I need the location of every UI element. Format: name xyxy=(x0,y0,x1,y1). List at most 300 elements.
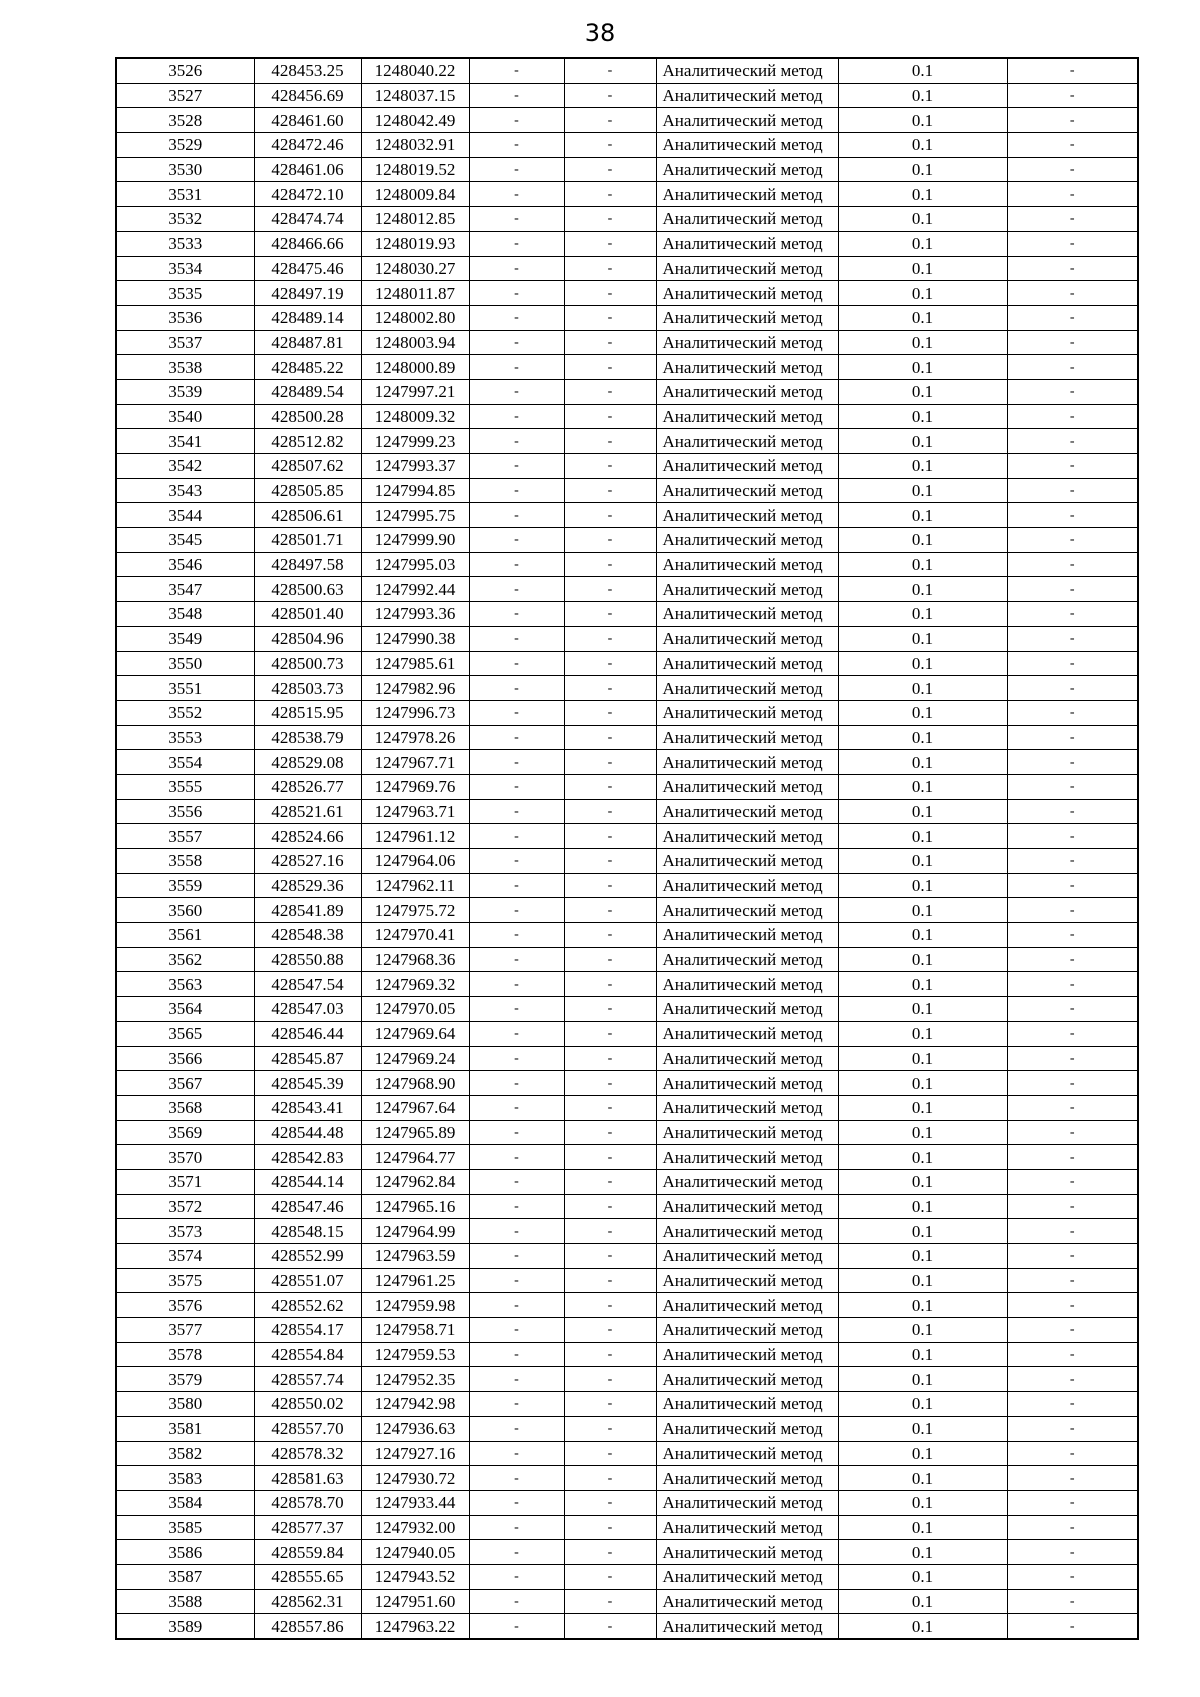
x-coordinate-cell: 428578.32 xyxy=(254,1441,361,1466)
column-4-cell: - xyxy=(469,83,564,108)
method-cell: Аналитический метод xyxy=(656,1515,838,1540)
column-4-cell: - xyxy=(469,947,564,972)
column-5-cell: - xyxy=(564,1194,656,1219)
column-8-cell: - xyxy=(1007,1318,1138,1343)
column-4-cell: - xyxy=(469,1564,564,1589)
column-5-cell: - xyxy=(564,1318,656,1343)
column-8-cell: - xyxy=(1007,651,1138,676)
y-coordinate-cell: 1248003.94 xyxy=(361,330,469,355)
column-4-cell: - xyxy=(469,1145,564,1170)
page-number: 38 xyxy=(584,19,616,47)
table-row xyxy=(116,1367,1138,1392)
column-4-cell: - xyxy=(469,849,564,874)
y-coordinate-cell: 1247963.22 xyxy=(361,1614,469,1639)
column-8-cell: - xyxy=(1007,1021,1138,1046)
accuracy-cell: 0.1 xyxy=(838,651,1007,676)
accuracy-cell: 0.1 xyxy=(838,379,1007,404)
column-4-cell: - xyxy=(469,1095,564,1120)
column-8-cell: - xyxy=(1007,1441,1138,1466)
column-4-cell: - xyxy=(469,1392,564,1417)
method-cell: Аналитический метод xyxy=(656,305,838,330)
method-cell: Аналитический метод xyxy=(656,503,838,528)
column-5-cell: - xyxy=(564,330,656,355)
column-5-cell: - xyxy=(564,849,656,874)
column-4-cell: - xyxy=(469,700,564,725)
table-body xyxy=(116,58,1138,1639)
y-coordinate-cell: 1247942.98 xyxy=(361,1392,469,1417)
column-5-cell: - xyxy=(564,528,656,553)
column-8-cell: - xyxy=(1007,133,1138,158)
table-row xyxy=(116,1416,1138,1441)
column-5-cell: - xyxy=(564,602,656,627)
accuracy-cell: 0.1 xyxy=(838,330,1007,355)
column-8-cell: - xyxy=(1007,824,1138,849)
method-cell: Аналитический метод xyxy=(656,1490,838,1515)
y-coordinate-cell: 1247995.75 xyxy=(361,503,469,528)
point-number-cell: 3544 xyxy=(116,503,254,528)
y-coordinate-cell: 1247933.44 xyxy=(361,1490,469,1515)
x-coordinate-cell: 428554.84 xyxy=(254,1342,361,1367)
table-row xyxy=(116,429,1138,454)
column-5-cell: - xyxy=(564,404,656,429)
table-row xyxy=(116,725,1138,750)
table-row xyxy=(116,1120,1138,1145)
accuracy-cell: 0.1 xyxy=(838,207,1007,232)
method-cell: Аналитический метод xyxy=(656,83,838,108)
point-number-cell: 3585 xyxy=(116,1515,254,1540)
y-coordinate-cell: 1247959.98 xyxy=(361,1293,469,1318)
column-4-cell: - xyxy=(469,799,564,824)
column-5-cell: - xyxy=(564,305,656,330)
y-coordinate-cell: 1247927.16 xyxy=(361,1441,469,1466)
point-number-cell: 3580 xyxy=(116,1392,254,1417)
table-row xyxy=(116,454,1138,479)
column-8-cell: - xyxy=(1007,231,1138,256)
point-number-cell: 3552 xyxy=(116,700,254,725)
column-5-cell: - xyxy=(564,1021,656,1046)
column-8-cell: - xyxy=(1007,1071,1138,1096)
accuracy-cell: 0.1 xyxy=(838,133,1007,158)
x-coordinate-cell: 428472.46 xyxy=(254,133,361,158)
table-row xyxy=(116,1540,1138,1565)
column-5-cell: - xyxy=(564,552,656,577)
point-number-cell: 3556 xyxy=(116,799,254,824)
table-row xyxy=(116,774,1138,799)
method-cell: Аналитический метод xyxy=(656,379,838,404)
column-4-cell: - xyxy=(469,1515,564,1540)
y-coordinate-cell: 1247997.21 xyxy=(361,379,469,404)
point-number-cell: 3551 xyxy=(116,676,254,701)
accuracy-cell: 0.1 xyxy=(838,626,1007,651)
accuracy-cell: 0.1 xyxy=(838,108,1007,133)
column-5-cell: - xyxy=(564,873,656,898)
y-coordinate-cell: 1247970.05 xyxy=(361,997,469,1022)
point-number-cell: 3574 xyxy=(116,1244,254,1269)
x-coordinate-cell: 428487.81 xyxy=(254,330,361,355)
column-4-cell: - xyxy=(469,1318,564,1343)
column-8-cell: - xyxy=(1007,182,1138,207)
column-8-cell: - xyxy=(1007,873,1138,898)
y-coordinate-cell: 1248011.87 xyxy=(361,281,469,306)
x-coordinate-cell: 428505.85 xyxy=(254,478,361,503)
column-4-cell: - xyxy=(469,330,564,355)
column-5-cell: - xyxy=(564,133,656,158)
point-number-cell: 3539 xyxy=(116,379,254,404)
y-coordinate-cell: 1248019.93 xyxy=(361,231,469,256)
x-coordinate-cell: 428557.86 xyxy=(254,1614,361,1639)
table-row xyxy=(116,923,1138,948)
column-8-cell: - xyxy=(1007,478,1138,503)
table-row xyxy=(116,552,1138,577)
x-coordinate-cell: 428497.19 xyxy=(254,281,361,306)
column-4-cell: - xyxy=(469,528,564,553)
accuracy-cell: 0.1 xyxy=(838,182,1007,207)
table-row xyxy=(116,824,1138,849)
column-5-cell: - xyxy=(564,478,656,503)
method-cell: Аналитический метод xyxy=(656,824,838,849)
method-cell: Аналитический метод xyxy=(656,404,838,429)
method-cell: Аналитический метод xyxy=(656,1540,838,1565)
column-5-cell: - xyxy=(564,972,656,997)
column-8-cell: - xyxy=(1007,355,1138,380)
x-coordinate-cell: 428557.74 xyxy=(254,1367,361,1392)
point-number-cell: 3541 xyxy=(116,429,254,454)
point-number-cell: 3560 xyxy=(116,898,254,923)
column-4-cell: - xyxy=(469,1614,564,1639)
x-coordinate-cell: 428500.28 xyxy=(254,404,361,429)
column-4-cell: - xyxy=(469,676,564,701)
x-coordinate-cell: 428544.14 xyxy=(254,1169,361,1194)
method-cell: Аналитический метод xyxy=(656,133,838,158)
x-coordinate-cell: 428562.31 xyxy=(254,1589,361,1614)
y-coordinate-cell: 1247964.06 xyxy=(361,849,469,874)
x-coordinate-cell: 428581.63 xyxy=(254,1466,361,1491)
y-coordinate-cell: 1248042.49 xyxy=(361,108,469,133)
accuracy-cell: 0.1 xyxy=(838,83,1007,108)
point-number-cell: 3589 xyxy=(116,1614,254,1639)
column-5-cell: - xyxy=(564,1367,656,1392)
column-8-cell: - xyxy=(1007,83,1138,108)
table-row xyxy=(116,602,1138,627)
column-5-cell: - xyxy=(564,1095,656,1120)
y-coordinate-cell: 1247968.36 xyxy=(361,947,469,972)
column-8-cell: - xyxy=(1007,898,1138,923)
point-number-cell: 3543 xyxy=(116,478,254,503)
y-coordinate-cell: 1247969.64 xyxy=(361,1021,469,1046)
method-cell: Аналитический метод xyxy=(656,873,838,898)
column-5-cell: - xyxy=(564,108,656,133)
y-coordinate-cell: 1247963.59 xyxy=(361,1244,469,1269)
column-8-cell: - xyxy=(1007,256,1138,281)
x-coordinate-cell: 428545.39 xyxy=(254,1071,361,1096)
column-5-cell: - xyxy=(564,1268,656,1293)
column-5-cell: - xyxy=(564,577,656,602)
column-4-cell: - xyxy=(469,305,564,330)
x-coordinate-cell: 428466.66 xyxy=(254,231,361,256)
column-8-cell: - xyxy=(1007,750,1138,775)
method-cell: Аналитический метод xyxy=(656,1416,838,1441)
column-8-cell: - xyxy=(1007,997,1138,1022)
x-coordinate-cell: 428524.66 xyxy=(254,824,361,849)
accuracy-cell: 0.1 xyxy=(838,454,1007,479)
x-coordinate-cell: 428456.69 xyxy=(254,83,361,108)
y-coordinate-cell: 1247993.37 xyxy=(361,454,469,479)
y-coordinate-cell: 1247952.35 xyxy=(361,1367,469,1392)
column-8-cell: - xyxy=(1007,1367,1138,1392)
column-8-cell: - xyxy=(1007,1169,1138,1194)
point-number-cell: 3549 xyxy=(116,626,254,651)
y-coordinate-cell: 1247999.23 xyxy=(361,429,469,454)
method-cell: Аналитический метод xyxy=(656,1293,838,1318)
table-row xyxy=(116,1614,1138,1639)
column-4-cell: - xyxy=(469,1466,564,1491)
column-5-cell: - xyxy=(564,379,656,404)
table-row xyxy=(116,1169,1138,1194)
x-coordinate-cell: 428547.46 xyxy=(254,1194,361,1219)
x-coordinate-cell: 428551.07 xyxy=(254,1268,361,1293)
y-coordinate-cell: 1247967.71 xyxy=(361,750,469,775)
point-number-cell: 3569 xyxy=(116,1120,254,1145)
accuracy-cell: 0.1 xyxy=(838,58,1007,83)
x-coordinate-cell: 428547.54 xyxy=(254,972,361,997)
column-8-cell: - xyxy=(1007,1268,1138,1293)
point-number-cell: 3548 xyxy=(116,602,254,627)
method-cell: Аналитический метод xyxy=(656,1194,838,1219)
column-8-cell: - xyxy=(1007,1614,1138,1639)
table-row xyxy=(116,1564,1138,1589)
column-4-cell: - xyxy=(469,626,564,651)
table-row xyxy=(116,577,1138,602)
method-cell: Аналитический метод xyxy=(656,700,838,725)
column-4-cell: - xyxy=(469,108,564,133)
accuracy-cell: 0.1 xyxy=(838,849,1007,874)
accuracy-cell: 0.1 xyxy=(838,478,1007,503)
x-coordinate-cell: 428501.71 xyxy=(254,528,361,553)
accuracy-cell: 0.1 xyxy=(838,1515,1007,1540)
accuracy-cell: 0.1 xyxy=(838,281,1007,306)
y-coordinate-cell: 1247969.24 xyxy=(361,1046,469,1071)
column-4-cell: - xyxy=(469,750,564,775)
y-coordinate-cell: 1247999.90 xyxy=(361,528,469,553)
column-5-cell: - xyxy=(564,774,656,799)
column-4-cell: - xyxy=(469,923,564,948)
column-4-cell: - xyxy=(469,1293,564,1318)
point-number-cell: 3545 xyxy=(116,528,254,553)
method-cell: Аналитический метод xyxy=(656,281,838,306)
point-number-cell: 3578 xyxy=(116,1342,254,1367)
method-cell: Аналитический метод xyxy=(656,207,838,232)
column-8-cell: - xyxy=(1007,1244,1138,1269)
column-8-cell: - xyxy=(1007,1564,1138,1589)
column-5-cell: - xyxy=(564,231,656,256)
column-5-cell: - xyxy=(564,503,656,528)
column-5-cell: - xyxy=(564,454,656,479)
accuracy-cell: 0.1 xyxy=(838,429,1007,454)
column-5-cell: - xyxy=(564,1169,656,1194)
method-cell: Аналитический метод xyxy=(656,1120,838,1145)
x-coordinate-cell: 428578.70 xyxy=(254,1490,361,1515)
table-row xyxy=(116,133,1138,158)
column-5-cell: - xyxy=(564,355,656,380)
method-cell: Аналитический метод xyxy=(656,1169,838,1194)
x-coordinate-cell: 428501.40 xyxy=(254,602,361,627)
accuracy-cell: 0.1 xyxy=(838,1268,1007,1293)
column-8-cell: - xyxy=(1007,1515,1138,1540)
method-cell: Аналитический метод xyxy=(656,997,838,1022)
x-coordinate-cell: 428554.17 xyxy=(254,1318,361,1343)
table-row xyxy=(116,972,1138,997)
point-number-cell: 3573 xyxy=(116,1219,254,1244)
point-number-cell: 3526 xyxy=(116,58,254,83)
table-row xyxy=(116,379,1138,404)
y-coordinate-cell: 1247992.44 xyxy=(361,577,469,602)
method-cell: Аналитический метод xyxy=(656,1342,838,1367)
point-number-cell: 3529 xyxy=(116,133,254,158)
column-4-cell: - xyxy=(469,379,564,404)
column-5-cell: - xyxy=(564,1564,656,1589)
table-row xyxy=(116,503,1138,528)
y-coordinate-cell: 1247969.76 xyxy=(361,774,469,799)
column-5-cell: - xyxy=(564,676,656,701)
table-row xyxy=(116,1490,1138,1515)
column-5-cell: - xyxy=(564,1392,656,1417)
point-number-cell: 3546 xyxy=(116,552,254,577)
accuracy-cell: 0.1 xyxy=(838,1367,1007,1392)
column-8-cell: - xyxy=(1007,305,1138,330)
accuracy-cell: 0.1 xyxy=(838,1441,1007,1466)
accuracy-cell: 0.1 xyxy=(838,898,1007,923)
column-4-cell: - xyxy=(469,429,564,454)
column-5-cell: - xyxy=(564,182,656,207)
x-coordinate-cell: 428547.03 xyxy=(254,997,361,1022)
column-4-cell: - xyxy=(469,972,564,997)
point-number-cell: 3530 xyxy=(116,157,254,182)
table-row xyxy=(116,1466,1138,1491)
column-4-cell: - xyxy=(469,997,564,1022)
point-number-cell: 3582 xyxy=(116,1441,254,1466)
column-5-cell: - xyxy=(564,1342,656,1367)
accuracy-cell: 0.1 xyxy=(838,1219,1007,1244)
column-5-cell: - xyxy=(564,1416,656,1441)
accuracy-cell: 0.1 xyxy=(838,1564,1007,1589)
point-number-cell: 3527 xyxy=(116,83,254,108)
accuracy-cell: 0.1 xyxy=(838,774,1007,799)
table-row xyxy=(116,1515,1138,1540)
table-row xyxy=(116,305,1138,330)
point-number-cell: 3566 xyxy=(116,1046,254,1071)
column-8-cell: - xyxy=(1007,700,1138,725)
table-row xyxy=(116,1095,1138,1120)
accuracy-cell: 0.1 xyxy=(838,1169,1007,1194)
accuracy-cell: 0.1 xyxy=(838,1416,1007,1441)
y-coordinate-cell: 1247964.99 xyxy=(361,1219,469,1244)
x-coordinate-cell: 428552.99 xyxy=(254,1244,361,1269)
accuracy-cell: 0.1 xyxy=(838,923,1007,948)
column-5-cell: - xyxy=(564,1145,656,1170)
y-coordinate-cell: 1247940.05 xyxy=(361,1540,469,1565)
column-4-cell: - xyxy=(469,182,564,207)
table-row xyxy=(116,997,1138,1022)
table-row xyxy=(116,1194,1138,1219)
column-8-cell: - xyxy=(1007,330,1138,355)
column-8-cell: - xyxy=(1007,1540,1138,1565)
method-cell: Аналитический метод xyxy=(656,577,838,602)
column-8-cell: - xyxy=(1007,454,1138,479)
x-coordinate-cell: 428503.73 xyxy=(254,676,361,701)
accuracy-cell: 0.1 xyxy=(838,503,1007,528)
y-coordinate-cell: 1247975.72 xyxy=(361,898,469,923)
column-4-cell: - xyxy=(469,478,564,503)
column-4-cell: - xyxy=(469,1367,564,1392)
table-row xyxy=(116,849,1138,874)
x-coordinate-cell: 428500.73 xyxy=(254,651,361,676)
column-4-cell: - xyxy=(469,1589,564,1614)
column-8-cell: - xyxy=(1007,774,1138,799)
column-5-cell: - xyxy=(564,824,656,849)
table-row xyxy=(116,355,1138,380)
method-cell: Аналитический метод xyxy=(656,849,838,874)
column-5-cell: - xyxy=(564,207,656,232)
column-8-cell: - xyxy=(1007,429,1138,454)
column-8-cell: - xyxy=(1007,849,1138,874)
column-4-cell: - xyxy=(469,1219,564,1244)
y-coordinate-cell: 1247969.32 xyxy=(361,972,469,997)
point-number-cell: 3538 xyxy=(116,355,254,380)
column-5-cell: - xyxy=(564,1614,656,1639)
table-row xyxy=(116,404,1138,429)
x-coordinate-cell: 428506.61 xyxy=(254,503,361,528)
column-8-cell: - xyxy=(1007,1120,1138,1145)
column-8-cell: - xyxy=(1007,947,1138,972)
column-5-cell: - xyxy=(564,1120,656,1145)
y-coordinate-cell: 1247968.90 xyxy=(361,1071,469,1096)
point-number-cell: 3583 xyxy=(116,1466,254,1491)
point-number-cell: 3557 xyxy=(116,824,254,849)
y-coordinate-cell: 1247970.41 xyxy=(361,923,469,948)
method-cell: Аналитический метод xyxy=(656,1244,838,1269)
y-coordinate-cell: 1247967.64 xyxy=(361,1095,469,1120)
table-row xyxy=(116,799,1138,824)
y-coordinate-cell: 1248009.84 xyxy=(361,182,469,207)
column-4-cell: - xyxy=(469,1416,564,1441)
x-coordinate-cell: 428529.36 xyxy=(254,873,361,898)
accuracy-cell: 0.1 xyxy=(838,1392,1007,1417)
column-5-cell: - xyxy=(564,651,656,676)
column-5-cell: - xyxy=(564,750,656,775)
table-row xyxy=(116,1392,1138,1417)
column-5-cell: - xyxy=(564,1219,656,1244)
y-coordinate-cell: 1248030.27 xyxy=(361,256,469,281)
table-row xyxy=(116,207,1138,232)
column-4-cell: - xyxy=(469,1342,564,1367)
x-coordinate-cell: 428489.14 xyxy=(254,305,361,330)
column-5-cell: - xyxy=(564,1244,656,1269)
y-coordinate-cell: 1248000.89 xyxy=(361,355,469,380)
column-8-cell: - xyxy=(1007,577,1138,602)
table-row xyxy=(116,1046,1138,1071)
point-number-cell: 3558 xyxy=(116,849,254,874)
y-coordinate-cell: 1247965.16 xyxy=(361,1194,469,1219)
point-number-cell: 3586 xyxy=(116,1540,254,1565)
column-4-cell: - xyxy=(469,157,564,182)
table-row xyxy=(116,1021,1138,1046)
column-8-cell: - xyxy=(1007,676,1138,701)
table-row xyxy=(116,1293,1138,1318)
table-row xyxy=(116,1342,1138,1367)
accuracy-cell: 0.1 xyxy=(838,577,1007,602)
column-8-cell: - xyxy=(1007,1466,1138,1491)
point-number-cell: 3532 xyxy=(116,207,254,232)
